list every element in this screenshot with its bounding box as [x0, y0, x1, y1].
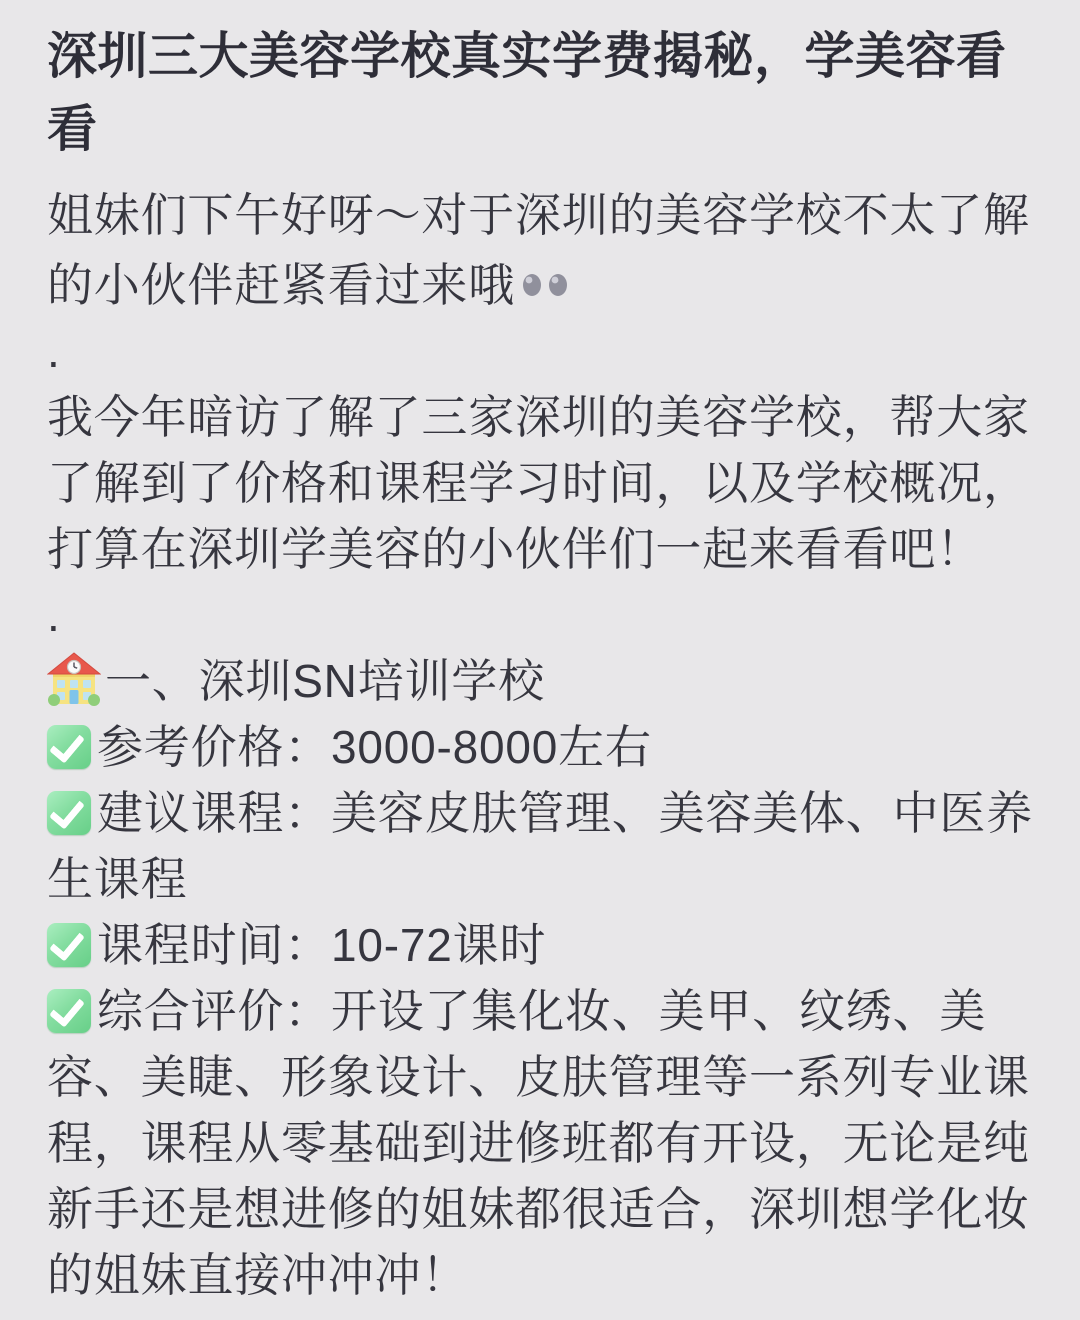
list-item-text: 参考价格：3000-8000左右	[97, 721, 652, 773]
list-item-duration	[47, 912, 1035, 978]
list-item-text: 课程时间：10-72课时	[97, 919, 547, 971]
eyes-icon	[519, 248, 571, 274]
check-mark-icon	[47, 923, 91, 967]
greeting-paragraph	[47, 182, 1035, 318]
list-item-price	[47, 714, 1035, 780]
list-item-courses	[47, 780, 1035, 912]
page-title: 深圳三大美容学校真实学费揭秘，学美容看看	[47, 28, 1007, 157]
paragraph-separator: .	[47, 325, 61, 377]
list-item-text: 综合评价：开设了集化妆、美甲、纹绣、美容、美睫、形象设计、皮肤管理等一系列专业课程，课程从零基础到进修班都有开设，无论是纯新手还是想进修的姐妹都很适合，深圳想学化妆的姐妹直接冲冲冲！	[47, 985, 1030, 1301]
overview-paragraph: 我今年暗访了解了三家深圳的美容学校，帮大家了解到了价格和课程学习时间，以及学校概况，打算在深圳学美容的小伙伴们一起来看看吧！	[47, 391, 1030, 575]
school-building-icon	[47, 649, 101, 707]
greeting-text: 姐妹们下午好呀～对于深圳的美容学校不太了解的小伙伴赶紧看过来哦	[47, 189, 1030, 311]
section-heading	[47, 648, 1035, 714]
list-item-text: 建议课程：美容皮肤管理、美容美体、中医养生课程	[47, 787, 1033, 905]
check-mark-icon	[47, 791, 91, 835]
check-mark-icon	[47, 989, 91, 1033]
check-mark-icon	[47, 725, 91, 769]
paragraph-separator: .	[47, 589, 61, 641]
section-heading-text: 一、深圳SN培训学校	[105, 655, 545, 707]
list-item-review	[47, 978, 1035, 1308]
